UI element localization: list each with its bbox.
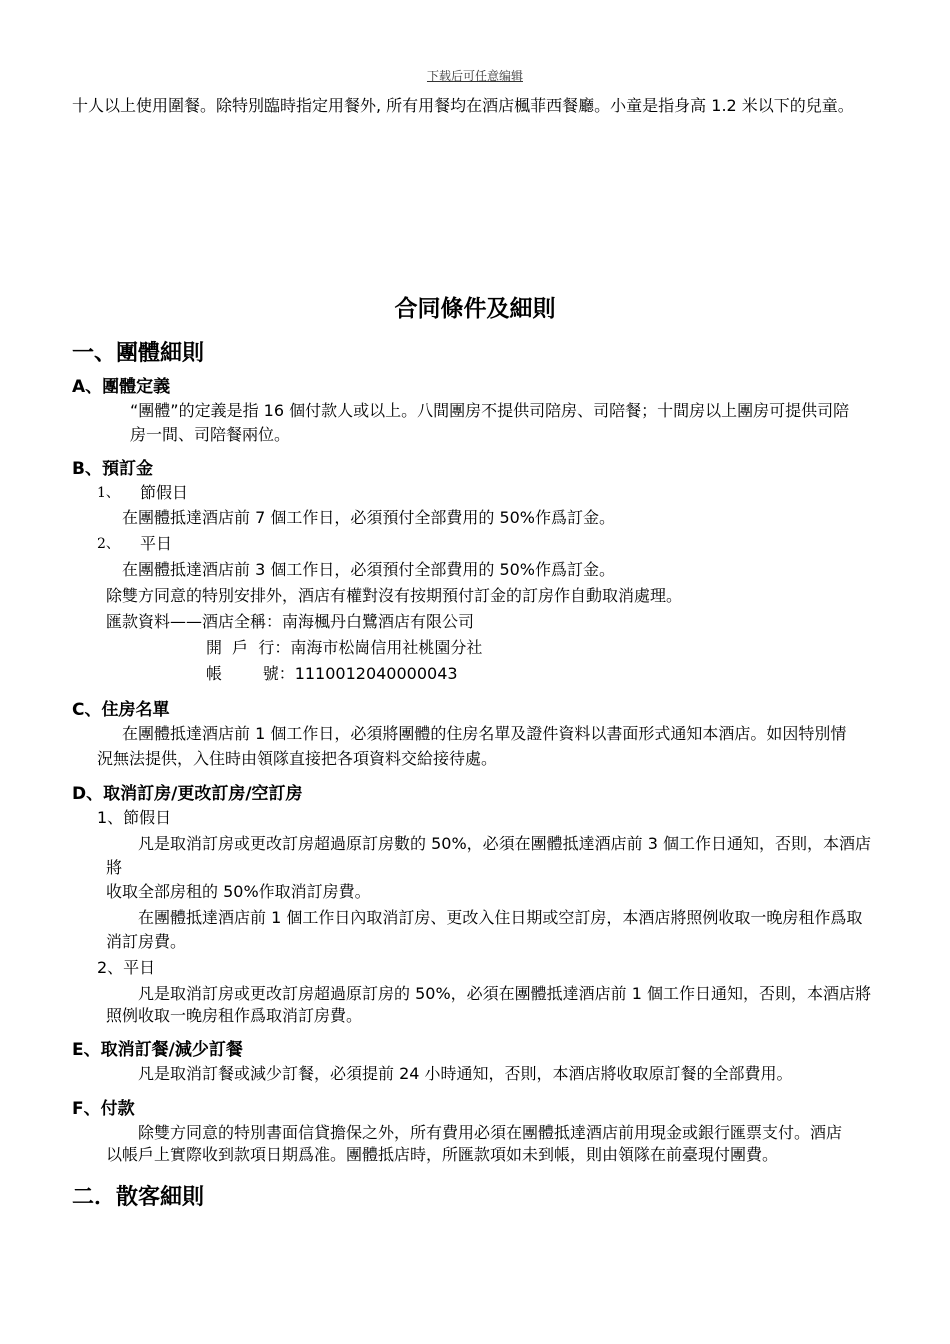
deposit-note: 除雙方同意的特別安排外，酒店有權對沒有按期預付訂金的訂房作自動取消處理。 xyxy=(106,586,683,605)
section-heading-individual: 二．散客細則 xyxy=(72,1185,205,1210)
no-show-line1: 在團體抵達酒店前 1 個工作日內取消訂房、更改入住日期或空訂房，本酒店將照例收取一晚房租作爲取 xyxy=(138,908,863,927)
download-note: 下载后可任意编辑 xyxy=(426,69,523,83)
payment-line1: 除雙方同意的特別書面信貸擔保之外，所有費用必須在團體抵達酒店前用現金或銀行匯票支付。酒店 xyxy=(138,1123,843,1142)
cancel-holiday-line3: 收取全部房租的 50%作取消訂房費。 xyxy=(106,882,371,901)
holiday-deposit-text: 在團體抵達酒店前 7 個工作日，必須預付全部費用的 50%作爲訂金。 xyxy=(122,508,616,527)
cancel-holiday-line1: 凡是取消訂房或更改訂房超過原訂房數的 50%，必須在團體抵達酒店前 3 個工作日通知，否則，本酒店 xyxy=(138,834,872,853)
paragraph-a-line2: 房一間、司陪餐兩位。 xyxy=(130,425,291,444)
cancel-holiday-line2: 將 xyxy=(106,858,123,877)
list-number-2: 2、 xyxy=(97,536,120,552)
subheading-f: F、付款 xyxy=(72,1099,135,1119)
list-number-1: 1、 xyxy=(97,485,120,501)
list-label-weekday: 平日 xyxy=(140,534,173,553)
subheading-e: E、取消訂餐/減少訂餐 xyxy=(72,1040,243,1060)
subheading-d: D、取消訂房/更改訂房/空訂房 xyxy=(72,784,303,804)
document-title: 合同條件及細則 xyxy=(394,296,556,322)
bank-info-branch: 開 戶 行：南海市松崗信用社桃園分社 xyxy=(206,638,483,657)
cancel-weekday-line2: 照例收取一晚房租作爲取消訂房費。 xyxy=(106,1006,363,1025)
subheading-a: A、團體定義 xyxy=(72,377,171,397)
subheading-b: B、預訂金 xyxy=(72,459,153,479)
weekday-deposit-text: 在團體抵達酒店前 3 個工作日，必須預付全部費用的 50%作爲訂金。 xyxy=(122,560,616,579)
cancel-holiday-label: 1、節假日 xyxy=(97,808,172,827)
meal-cancel-text: 凡是取消訂餐或減少訂餐，必須提前 24 小時通知，否則，本酒店將收取原訂餐的全部費用。 xyxy=(138,1064,793,1083)
section-heading-group: 一、團體細則 xyxy=(72,341,205,366)
paragraph-a-line1: “團體”的定義是指 16 個付款人或以上。八間團房不提供司陪房、司陪餐；十間房以上團房可提供司陪 xyxy=(130,401,850,420)
paragraph-c-line2: 況無法提供，入住時由領隊直接把各項資料交給接待處。 xyxy=(97,749,498,768)
cancel-weekday-line1: 凡是取消訂房或更改訂房超過原訂房的 50%，必須在團體抵達酒店前 1 個工作日通知，否則，本酒店將 xyxy=(138,984,872,1003)
bank-info-name: 匯款資料——酒店全稱：南海楓丹白鷺酒店有限公司 xyxy=(106,612,475,631)
no-show-line2: 消訂房費。 xyxy=(106,932,187,951)
cancel-weekday-label: 2、平日 xyxy=(97,958,156,977)
payment-line2: 以帳戶上實際收到款項日期爲准。團體抵店時，所匯款項如未到帳，則由領隊在前臺現付團費。 xyxy=(106,1145,779,1164)
paragraph-c-line1: 在團體抵達酒店前 1 個工作日，必須將團體的住房名單及證件資料以書面形式通知本酒店。如因特別情 xyxy=(122,724,847,743)
bank-info-account: 帳 號：1110012040000043 xyxy=(206,664,458,683)
subheading-c: C、住房名單 xyxy=(72,700,170,720)
intro-text: 十人以上使用圍餐。除特別臨時指定用餐外, 所有用餐均在酒店楓菲西餐廳。小童是指身高 1.2 米以下的兒童。 xyxy=(72,96,854,115)
list-label-holiday: 節假日 xyxy=(140,483,189,502)
